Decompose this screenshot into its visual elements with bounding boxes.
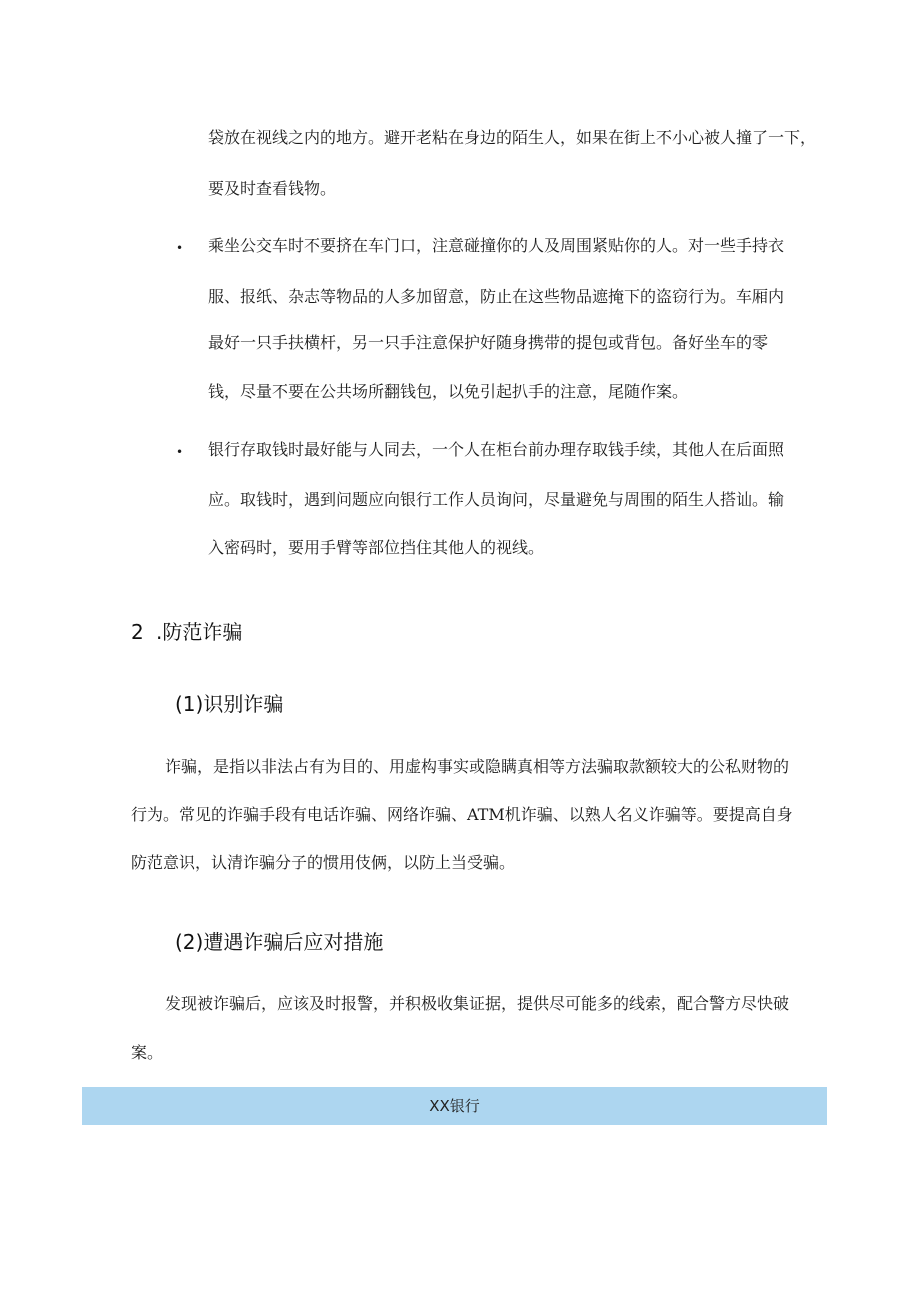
bullet-marker: • xyxy=(176,241,184,255)
sub2-line-2: 案。 xyxy=(131,1043,164,1062)
section-title: .防范诈骗 xyxy=(156,620,243,644)
bullet-1-line-2: 服、报纸、杂志等物品的人多加留意，防止在这些物品遮掩下的盗窃行为。车厢内 xyxy=(208,287,785,306)
bullet-marker: • xyxy=(176,445,184,459)
subsection-2-title: (2)遭遇诈骗后应对措施 xyxy=(175,930,384,954)
bullet-2-line-1: 银行存取钱时最好能与人同去，一个人在柜台前办理存取钱手续，其他人在后面照 xyxy=(208,440,785,459)
bullet-1-line-3: 最好一只手扶横杆，另一只手注意保护好随身携带的提包或背包。备好坐车的零 xyxy=(208,333,769,352)
sub1-line-2: 行为。常见的诈骗手段有电话诈骗、网络诈骗、ATM机诈骗、以熟人名义诈骗等。要提高自身 xyxy=(131,805,793,824)
bullet-2-line-2: 应。取钱时，遇到问题应向银行工作人员询问，尽量避免与周围的陌生人搭讪。输 xyxy=(208,490,785,509)
sub1-line-3: 防范意识，认清诈骗分子的惯用伎俩，以防上当受骗。 xyxy=(131,853,516,872)
continuation-line-2: 要及时查看钱物。 xyxy=(208,179,337,198)
subsection-1-title: (1)识别诈骗 xyxy=(175,692,284,716)
bullet-2-line-3: 入密码时，要用手臂等部位挡住其他人的视线。 xyxy=(208,538,545,557)
bullet-1-line-4: 钱，尽量不要在公共场所翻钱包，以免引起扒手的注意，尾随作案。 xyxy=(208,382,689,401)
continuation-line-1: 袋放在视线之内的地方。避开老粘在身边的陌生人，如果在街上不小心被人撞了一下， xyxy=(208,128,817,147)
sub2-line-1: 发现被诈骗后，应该及时报警，并积极收集证据，提供尽可能多的线索，配合警方尽快破 xyxy=(165,994,790,1013)
sub1-line-1: 诈骗，是指以非法占有为目的、用虚构事实或隐瞒真相等方法骗取款额较大的公私财物的 xyxy=(165,757,790,776)
footer-band xyxy=(82,1087,827,1125)
footer-bank-name: XX银行 xyxy=(429,1097,480,1115)
section-number: 2 xyxy=(131,620,144,644)
bullet-1-line-1: 乘坐公交车时不要挤在车门口，注意碰撞你的人及周围紧贴你的人。对一些手持衣 xyxy=(208,236,785,255)
